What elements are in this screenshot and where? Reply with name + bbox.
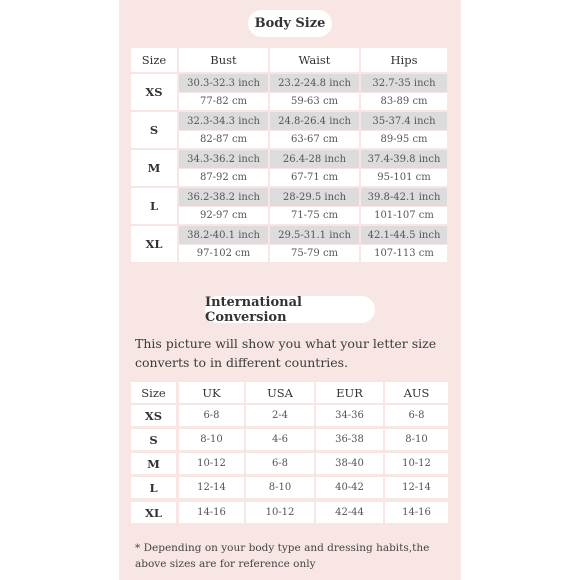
body-inch-cell: 38.2-40.1 inch — [179, 226, 268, 244]
conversion-cell: 12-14 — [179, 477, 244, 498]
conversion-cell: 40-42 — [316, 477, 383, 498]
body-header-hips: Hips — [361, 48, 447, 72]
body-inch-cell: 28-29.5 inch — [270, 188, 359, 206]
body-inch-cell: 26.4-28 inch — [270, 150, 359, 168]
body-cm-cell: 89-95 cm — [361, 131, 447, 148]
body-size-title: Body Size — [248, 10, 332, 37]
conversion-size-label: XL — [131, 502, 176, 523]
body-cm-cell: 71-75 cm — [270, 207, 359, 224]
conversion-cell: 10-12 — [385, 453, 448, 474]
conversion-cell: 6-8 — [246, 453, 314, 474]
body-cm-cell: 59-63 cm — [270, 93, 359, 110]
body-cm-cell: 63-67 cm — [270, 131, 359, 148]
body-inch-cell: 32.7-35 inch — [361, 74, 447, 92]
conversion-cell: 8-10 — [179, 429, 244, 450]
conversion-header-aus: AUS — [385, 382, 448, 403]
body-inch-cell: 37.4-39.8 inch — [361, 150, 447, 168]
conversion-cell: 8-10 — [246, 477, 314, 498]
conversion-cell: 8-10 — [385, 429, 448, 450]
body-inch-cell: 35-37.4 inch — [361, 112, 447, 130]
conversion-cell: 6-8 — [179, 405, 244, 426]
conversion-cell: 6-8 — [385, 405, 448, 426]
body-cm-cell: 75-79 cm — [270, 245, 359, 262]
body-cm-cell: 87-92 cm — [179, 169, 268, 186]
conversion-size-label: L — [131, 477, 176, 498]
conversion-size-label: XS — [131, 405, 176, 426]
body-cm-cell: 83-89 cm — [361, 93, 447, 110]
conversion-header-eur: EUR — [316, 382, 383, 403]
body-inch-cell: 39.8-42.1 inch — [361, 188, 447, 206]
conversion-cell: 42-44 — [316, 502, 383, 523]
conversion-size-label: S — [131, 429, 176, 450]
conversion-cell: 2-4 — [246, 405, 314, 426]
conversion-cell: 34-36 — [316, 405, 383, 426]
conversion-cell: 38-40 — [316, 453, 383, 474]
body-inch-cell: 30.3-32.3 inch — [179, 74, 268, 92]
body-inch-cell: 32.3-34.3 inch — [179, 112, 268, 130]
body-cm-cell: 67-71 cm — [270, 169, 359, 186]
conversion-title: International Conversion — [205, 296, 375, 323]
reference-note: * Depending on your body type and dressing habits,the above sizes are for reference only — [135, 542, 430, 570]
body-size-label: S — [131, 112, 177, 148]
body-inch-cell: 36.2-38.2 inch — [179, 188, 268, 206]
body-cm-cell: 95-101 cm — [361, 169, 447, 186]
conversion-cell: 12-14 — [385, 477, 448, 498]
conversion-intro: This picture will show you what your letter size converts to in different countries. — [135, 336, 437, 370]
body-size-label: XL — [131, 226, 177, 262]
conversion-cell: 4-6 — [246, 429, 314, 450]
body-header-size: Size — [131, 48, 177, 72]
conversion-cell: 14-16 — [179, 502, 244, 523]
conversion-cell: 10-12 — [246, 502, 314, 523]
conversion-cell: 10-12 — [179, 453, 244, 474]
body-cm-cell: 107-113 cm — [361, 245, 447, 262]
body-cm-cell: 82-87 cm — [179, 131, 268, 148]
body-inch-cell: 24.8-26.4 inch — [270, 112, 359, 130]
body-inch-cell: 23.2-24.8 inch — [270, 74, 359, 92]
conversion-header-size: Size — [131, 382, 176, 403]
conversion-cell: 14-16 — [385, 502, 448, 523]
body-size-label: XS — [131, 74, 177, 110]
body-inch-cell: 29.5-31.1 inch — [270, 226, 359, 244]
body-cm-cell: 77-82 cm — [179, 93, 268, 110]
body-header-bust: Bust — [179, 48, 268, 72]
body-size-label: M — [131, 150, 177, 186]
body-size-label: L — [131, 188, 177, 224]
conversion-size-label: M — [131, 453, 176, 474]
conversion-cell: 36-38 — [316, 429, 383, 450]
body-cm-cell: 101-107 cm — [361, 207, 447, 224]
body-inch-cell: 34.3-36.2 inch — [179, 150, 268, 168]
conversion-header-uk: UK — [179, 382, 244, 403]
body-header-waist: Waist — [270, 48, 359, 72]
conversion-header-usa: USA — [246, 382, 314, 403]
body-cm-cell: 92-97 cm — [179, 207, 268, 224]
body-inch-cell: 42.1-44.5 inch — [361, 226, 447, 244]
body-cm-cell: 97-102 cm — [179, 245, 268, 262]
